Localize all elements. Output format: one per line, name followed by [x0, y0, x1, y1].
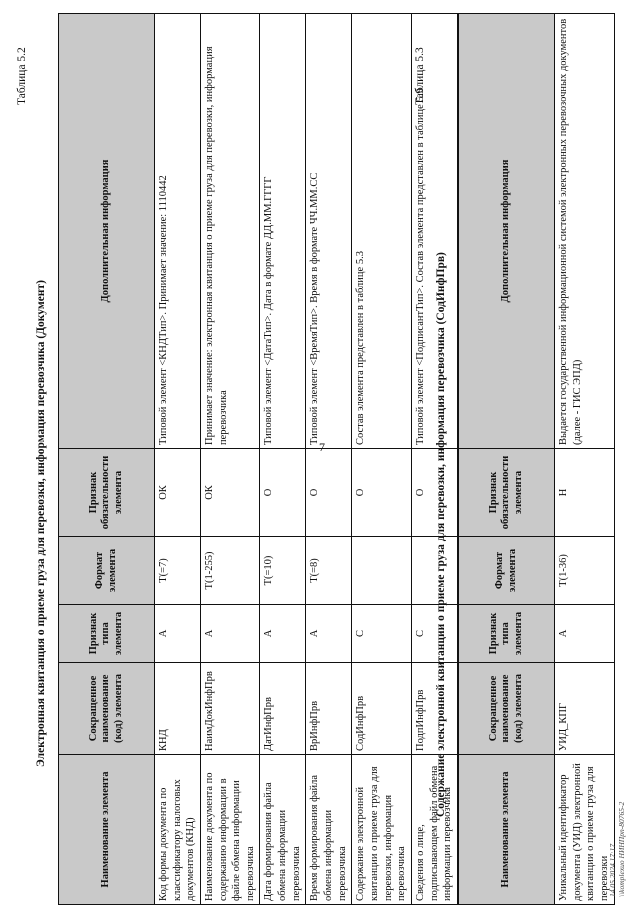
table2-caption: Содержание электронной квитанции о приеме груза для перевозки, информация перевозчика (СодИнфПрв)	[435, 252, 447, 817]
table-row	[352, 14, 412, 905]
page-number: 7	[319, 440, 325, 454]
table-cell: О	[411, 449, 457, 537]
table-cell: Уникальный идентификатор документа (УИД) электронной квитанции о приеме груза для перевозки	[555, 755, 615, 905]
table-cell: О	[352, 449, 412, 537]
table1-label: Таблица 5.2	[16, 47, 28, 105]
table2-header-cell: Наименование элемента	[459, 755, 555, 905]
table-row	[555, 14, 615, 905]
table2-header-cell: Признак обязательности элемента	[459, 449, 555, 537]
table-cell: Т(1-36)	[555, 537, 615, 605]
table2-header-row	[459, 14, 555, 905]
table-cell: УИД_КПГ	[555, 663, 615, 755]
table2-header-cell: Признак типа элемента	[459, 605, 555, 663]
table-cell: ВрИнфПрв	[306, 663, 352, 755]
table-cell: А	[200, 605, 260, 663]
table-cell: О	[260, 449, 306, 537]
table1-header-cell: Признак обязательности элемента	[59, 449, 155, 537]
table-row	[155, 14, 201, 905]
table-cell: Дата формирования файла обмена информации перевозчика	[260, 755, 306, 905]
table1-caption: Электронная квитанция о приеме груза для перевозки, информация перевозчика (Документ)	[35, 280, 47, 767]
table-cell: А	[260, 605, 306, 663]
table-cell: СодИнфПрв	[352, 663, 412, 755]
table1-header-cell: Наименование элемента	[59, 755, 155, 905]
table-cell: Типовой элемент <ВремяТип>. Время в формате ЧЧ.ММ.СС	[306, 14, 352, 449]
table-cell: С	[352, 605, 412, 663]
table-cell: Т(1-255)	[200, 537, 260, 605]
table-cell: Н	[555, 449, 615, 537]
table-cell: А	[306, 605, 352, 663]
table2	[458, 13, 615, 905]
table-cell: Сведения о лице, подписывающем файл обмена информации перевозчика	[411, 755, 457, 905]
table-cell: Типовой элемент <ПодписантТип>. Состав элемента представлен в таблице 5.9	[411, 14, 457, 449]
table-cell: Время формирования файла обмена информации перевозчика	[306, 755, 352, 905]
table-cell: ДатИнфПрв	[260, 663, 306, 755]
table1-header-cell: Признак типа элемента	[59, 605, 155, 663]
table-cell: С	[411, 605, 457, 663]
table-cell: А	[155, 605, 201, 663]
table-cell: Выдается государственной информационной системой электронных перевозочных документов (далее - ГИС ЭПД)	[555, 14, 615, 449]
table2-label: Таблица 5.3	[414, 47, 426, 105]
table1-header-row	[59, 14, 155, 905]
table-cell: КНД	[155, 663, 201, 755]
table-cell: Код формы документа по классификатору налоговых документов (КНД)	[155, 755, 201, 905]
table-row	[260, 14, 306, 905]
footer-line1: 14.05.2024 17:17	[608, 843, 617, 897]
table-cell: Т(=8)	[306, 537, 352, 605]
table2-header-cell: Дополнительная информация	[459, 14, 555, 449]
table2-header-cell: Сокращенное наименование (код) элемента	[459, 663, 555, 755]
table-cell: Наименование документа по содержанию информации в файле обмена информации перевозчика	[200, 755, 260, 905]
table-cell: Принимает значение: электронная квитанция о приеме груза для перевозки, информация перевозчика	[200, 14, 260, 449]
table-row	[306, 14, 352, 905]
table-cell: А	[555, 605, 615, 663]
table1-header-cell: Сокращенное наименование (код) элемента	[59, 663, 155, 755]
table-cell: Типовой элемент <ДатаТип>. Дата в формате ДД.ММ.ГГГГ	[260, 14, 306, 449]
table-cell: Т(=7)	[155, 537, 201, 605]
table-cell: ОК	[155, 449, 201, 537]
table-cell: Т(=10)	[260, 537, 306, 605]
footer-stamp	[608, 802, 627, 897]
table1-header-cell: Формат элемента	[59, 537, 155, 605]
table-row	[200, 14, 260, 905]
table-cell: НаимДокИнфПрв	[200, 663, 260, 755]
table-cell: О	[306, 449, 352, 537]
table-cell: Содержание электронной квитанции о приеме груза для перевозки, информация перевозчика	[352, 755, 412, 905]
table-cell: Типовой элемент <КНДТип>. Принимает значение: 1110442	[155, 14, 201, 449]
table-cell: ОК	[200, 449, 260, 537]
table-cell: ПодпИнфПрв	[411, 663, 457, 755]
table-cell: Состав элемента представлен в таблице 5.3	[352, 14, 412, 449]
table1-header-cell: Дополнительная информация	[59, 14, 155, 449]
footer-line2: \\komplexuo НИНПрп-80765-2	[617, 801, 627, 897]
table1	[58, 13, 458, 905]
table2-header-cell: Формат элемента	[459, 537, 555, 605]
table-cell	[352, 537, 412, 605]
